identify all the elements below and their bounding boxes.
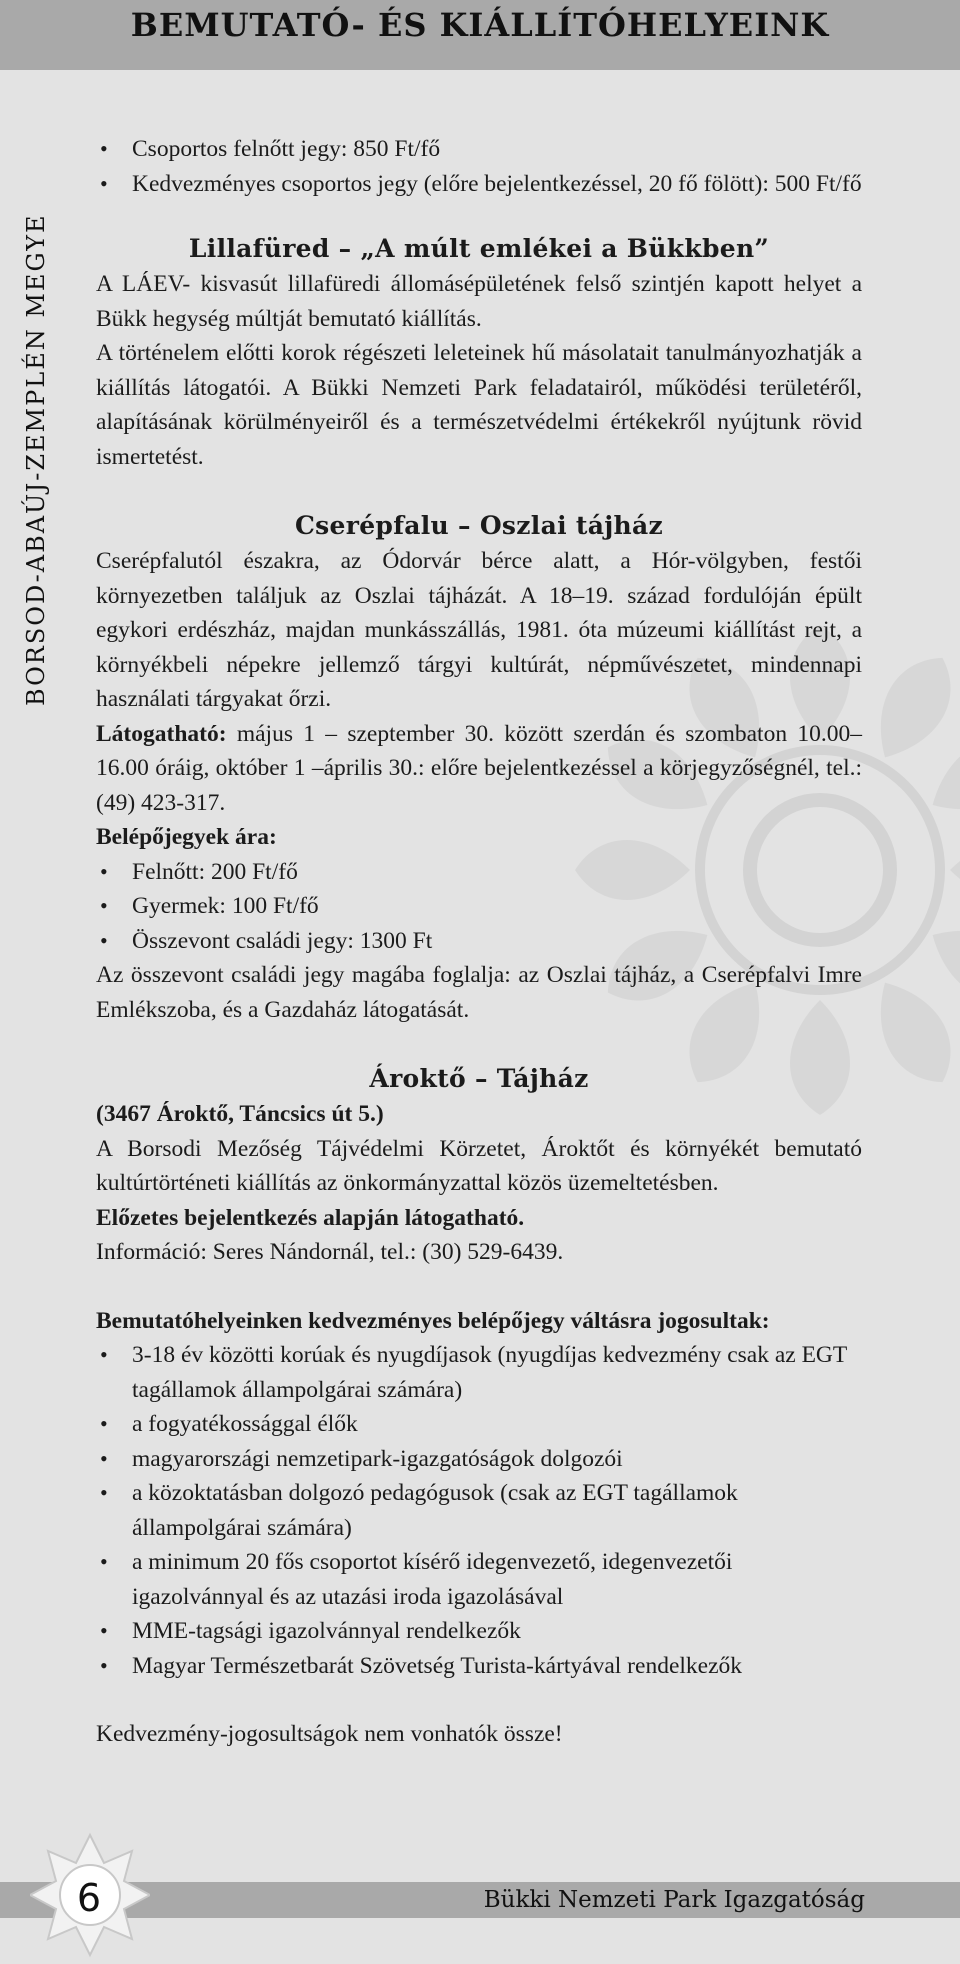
section-title-cserepfalu: Cserépfalu – Oszlai tájház bbox=[294, 511, 664, 540]
advance-notice-text: Előzetes bejelentkezés alapján látogatható. bbox=[96, 1204, 525, 1231]
list-item: • Összevont családi jegy: 1300 Ft bbox=[96, 924, 862, 959]
opening-hours-text: május 1 – szeptember 30. között szerdán és szombaton 10.00–16.00 óráig, október 1 –április 30.: előre bejelentkezéssel a körjegyzőségnél, tel.: (49) 423-317. bbox=[96, 720, 862, 816]
list-item: • Gyermek: 100 Ft/fő bbox=[96, 889, 862, 924]
paragraph: Cserépfalutól északra, az Ódorvár bérce alatt, a Hór-völgyben, festői környezetben találjuk az Oszlai tájházát. A 18–19. század fordulóján épült egykori erdészház, majdan munkásszállás, 1981. óta múzeumi kiállítást rejt, a környékbeli népekre jellemző tárgyi kultúrát, népművészetet, mindennapi használati tárgyakat őrzi. bbox=[96, 548, 862, 712]
page-number: 6 bbox=[76, 1876, 102, 1920]
paragraph: A Borsodi Mezőség Tájvédelmi Körzetet, Ároktőt és környékét bemutató kultúrtörténeti kiállítás az önkormányzattal közös üzemeltetésben. bbox=[96, 1135, 862, 1196]
list-item: • Csoportos felnőtt jegy: 850 Ft/fő bbox=[96, 132, 862, 167]
side-region-label: BORSOD-ABAÚJ-ZEMPLÉN MEGYE bbox=[22, 213, 50, 707]
list-item: • Kedvezményes csoportos jegy (előre bejelentkezéssel, 20 fő fölött): 500 Ft/fő bbox=[96, 167, 862, 202]
discount-list bbox=[96, 1338, 862, 1683]
list-item: • Felnőtt: 200 Ft/fő bbox=[96, 855, 862, 890]
list-item: • a fogyatékossággal élők bbox=[96, 1407, 862, 1442]
opening-hours bbox=[96, 717, 862, 821]
prices-heading: Belépőjegyek ára: bbox=[96, 824, 277, 850]
discounts-heading-text: Bemutatóhelyeinken kedvezményes belépőjegy váltásra jogosultak: bbox=[96, 1307, 770, 1334]
paragraph: A LÁEV- kisvasút lillafüredi állomásépületének felső szintjén kapott helyet a Bükk hegység múltját bemutató kiállítás. bbox=[96, 271, 862, 332]
opening-hours-label: Látogatható: bbox=[96, 720, 227, 747]
page-title: BEMUTATÓ- ÉS KIÁLLÍTÓHELYEINK bbox=[130, 6, 830, 44]
section-title-arokto: Ároktő – Tájház bbox=[369, 1064, 589, 1093]
list-item: • MME-tagsági igazolvánnyal rendelkezők bbox=[96, 1614, 862, 1649]
prices-label bbox=[96, 820, 862, 855]
paragraph: A történelem előtti korok régészeti leleteinek hű másolatait tanulmányozhatják a kiállítás látogatói. A Bükki Nemzeti Park feladatairól, működési területéről, alapításának körülményeiről és a természetvédelmi értékekről nyújtunk rövid ismertetést. bbox=[96, 340, 862, 470]
discounts-heading bbox=[96, 1304, 862, 1339]
main-content bbox=[96, 132, 862, 1752]
discount-note: Kedvezmény-jogosultságok nem vonhatók össze! bbox=[96, 1721, 563, 1747]
list-item: • Magyar Természetbarát Szövetség Turista-kártyával rendelkezők bbox=[96, 1649, 862, 1684]
advance-notice bbox=[96, 1201, 862, 1236]
address: (3467 Ároktő, Táncsics út 5.) bbox=[96, 1101, 384, 1127]
list-item: • 3-18 év közötti korúak és nyugdíjasok (nyugdíjas kedvezmény csak az EGT tagállamok állampolgárai számára) bbox=[96, 1338, 862, 1407]
list-item: • magyarországi nemzetipark-igazgatóságok dolgozói bbox=[96, 1442, 862, 1477]
paragraph: Az összevont családi jegy magába foglalja: az Oszlai tájház, a Cserépfalvi Imre Emlékszoba, és a Gazdaház látogatását. bbox=[96, 962, 862, 1023]
price-list bbox=[96, 855, 862, 959]
footer-publisher: Bükki Nemzeti Park Igazgatóság bbox=[483, 1887, 865, 1913]
intro-ticket-list bbox=[96, 132, 862, 201]
list-item: • a közoktatásban dolgozó pedagógusok (csak az EGT tagállamok állampolgárai számára) bbox=[96, 1476, 862, 1545]
section-title-lillafured: Lillafüred – „A múlt emlékei a Bükkben” bbox=[188, 234, 770, 263]
list-item: • a minimum 20 fős csoportot kísérő idegenvezető, idegenvezetői igazolvánnyal és az utazási iroda igazolásával bbox=[96, 1545, 862, 1614]
contact-info: Információ: Seres Nándornál, tel.: (30) 529-6439. bbox=[96, 1239, 564, 1265]
